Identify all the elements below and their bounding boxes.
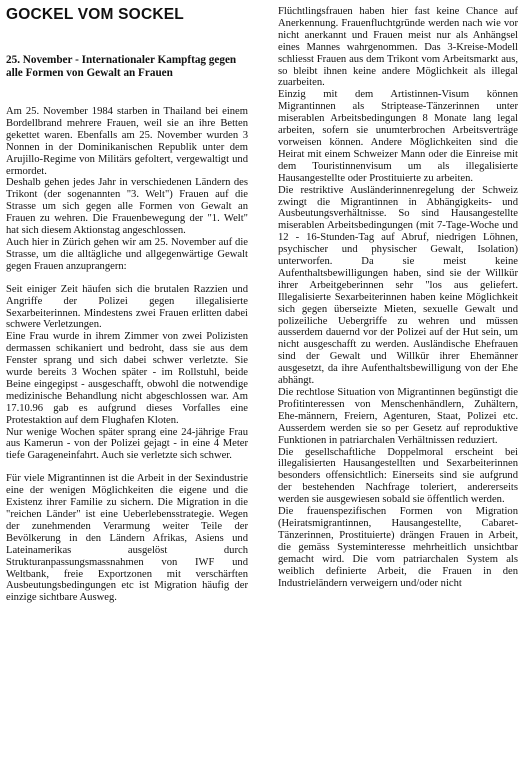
left-column: [6, 6, 248, 604]
right-column: [278, 6, 518, 589]
paragraph-thailand: Am 25. November 1984 starben in Thailand bei einem Bordellbrand mehrere Frauen, weil sie an ihre Betten gekettet waren. Ebenfalls am 25. November wurden 3 Nonnen in der Dominikanischen Republik unter dem Arujillo-Regime von Militärs gefoltert, vergewaltigt und ermordet.: [6, 106, 248, 177]
paragraph-doppelmoral: Die gesellschaftliche Doppelmoral erscheint bei illegalisierten Hausangestellten und Sexarbeiterinnen besonders offensichtlich: Einerseits sind sie aufgrund der bestehenden Nachfrage toleriert, andererseits werden sie ausgewiesen sobald sie öffentlich werden.: [278, 446, 518, 506]
paragraph-kamerun: Nur wenige Wochen später sprang eine 24-jährige Frau aus Kamerun - von der Polizei gejagt - in eine 4 Meter tiefe Garageneinfahrt. Auch sie verletzte sich schwer.: [6, 426, 248, 462]
paragraph-artistinnen-visum: Einzig mit dem Artistinnen-Visum können Migrantinnen als Striptease-Tänzerinnen unter miserablen Arbeitsbedingungen 8 Monate lang legal arbeiten, sofern sie unumterbrochen Arbeitsverträge vorweisen können. Andere Möglichkeiten sind die Heirat mit einem Schweizer Mann oder die Einreise mit dem Touristinnenvisum um als illegalisierte Hausangestellte oder Prostituierte zu arbeiten.: [278, 89, 518, 184]
paragraph-zurich: Auch hier in Zürich gehen wir am 25. November auf die Strasse, um die alltägliche und allgegenwärtige Gewalt gegen Frauen anzuprangern:: [6, 236, 248, 272]
article-subtitle: 25. November - Internationaler Kampftag gegen alle Formen von Gewalt an Frauen: [6, 54, 237, 79]
paragraph-migrantinnen: Für viele Migrantinnen ist die Arbeit in der Sexindustrie eine der wenigen Möglichkeiten die eigene und die Existenz ihrer Familie zu sichern. Die Migration in die "reichen Länder" ist eine Ueberlebensstrategie. Wegen der zunehmenden Verarmung weiter Teile der Bevölkerung in den Ländern Afrikas, Asiens und Lateinamerikas ausgelöst durch Strukturanpassungsmassnahmen von IWF und Weltbank, freie Exportzonen mit verschärften Ausbeutungsbedingungen etc ist Migration häufig der einzige sichtbare Ausweg.: [6, 473, 248, 604]
paragraph-fluechtlingsfrauen: Flüchtlingsfrauen haben hier fast keine Chance auf Anerkennung. Frauenfluchtgründe werden nach wie vor nicht anerkannt und Frauen meist nur als Anhängsel eines Mannes wahrgenommen. Das 3-Kreise-Modell schliesst Frauen aus dem Trikont vom Arbeitsmarkt aus, so bleibt ihnen keine andere Möglichkeit als illegal zuarbeiten.: [278, 6, 518, 89]
article-title: GOCKEL VOM SOCKEL: [6, 6, 184, 23]
paragraph-auslaenderinnenregelung: Die restriktive Ausländerinnenregelung der Schweiz zwingt die Migrantinnen in Abhängigkeits- und Ausbeutungsverhältnisse. So sind Hausangestellte miserablen Arbeitsbedingungen (mit 7-Tage-Woche und 12 - 16-Stunden-Tag auf Abruf, niedrigen Löhnen, psychischer und physischer Gewalt, Isolation) unterworfen. Da sie meist keine Aufenthaltsbewilligungen haben, sind sie der Willkür ihrer Arbeitgeberinnen sehr "los aus geliefert. Illegalisierte Sexarbeiterinnen haben keine Möglichkeit sich gegen überseizte Mieten, sexuelle Gewalt und polizeiliche Uebergriffe zu wehren und müssen ausserdem dauernd vor der Polizei auf der Hut sein, um nicht ausgeschafft zu werden. Ausländische Ehefrauen sind der Gewalt und Willkür ihrer Ehemänner ausgesetzt, da ihre Aufenthaltsbewilligung von der Ehe abhängt.: [278, 184, 518, 387]
paragraph-razzien: Seit einiger Zeit häufen sich die brutalen Razzien und Angriffe der Polizei gegen illegalisierte Sexarbeiterinnen. Mindestens zwei Frauen erlitten dabei schwere Verletzungen.: [6, 283, 248, 331]
paragraph-frauenspezifische-migration: Die frauenspezifischen Formen von Migration (Heiratsmigrantinnen, Hausangestellte, Cabaret-Tänzerinnen, Prostituierte) drängen Frauen in Arbeit, die gemäss Systeminteresse mehrheitlich unsichtbar gemacht wird. Die vom patriarchalen System als weiblich definierte Arbeit, die Frauen in den Industrieländern verweigern und/oder nicht: [278, 506, 518, 589]
paragraph-fenster: Eine Frau wurde in ihrem Zimmer von zwei Polizisten dermassen schikaniert und bedroht, dass sie aus dem Fenster sprang und sich dabei schwer verletzte. Sie wurde bereits 3 Wochen später - im Rollstuhl, beide Beine eingegipst - ausgeschafft, obwohl die notwendige medizinische Behandlung nicht abgeschlossen war. Am 17.10.96 gab es aufgrund dieses Vorfalles eine Protestaktion auf dem Flughafen Kloten.: [6, 331, 248, 426]
paragraph-trikont: Deshalb gehen jedes Jahr in verschiedenen Ländern des Trikont (der sogenannten "3. Welt") Frauen auf die Strasse um sich gegen alle Formen von Gewalt an Frauen zu wehren. Die Frauenbewegung der "1. Welt" hat sich diesem Aktionstag angeschlossen.: [6, 177, 248, 237]
paragraph-rechtlose-situation: Die rechtlose Situation von Migrantinnen begünstigt die Profitinteressen von Menschenhändlern, Zuhältern, Ehe-männern, Freiern, Agenturen, Staat, Polizei etc. Ausserdem werden sie so per Gesetz auf reproduktive Funktionen in patriarchalen Verhältnissen reduziert.: [278, 387, 518, 446]
